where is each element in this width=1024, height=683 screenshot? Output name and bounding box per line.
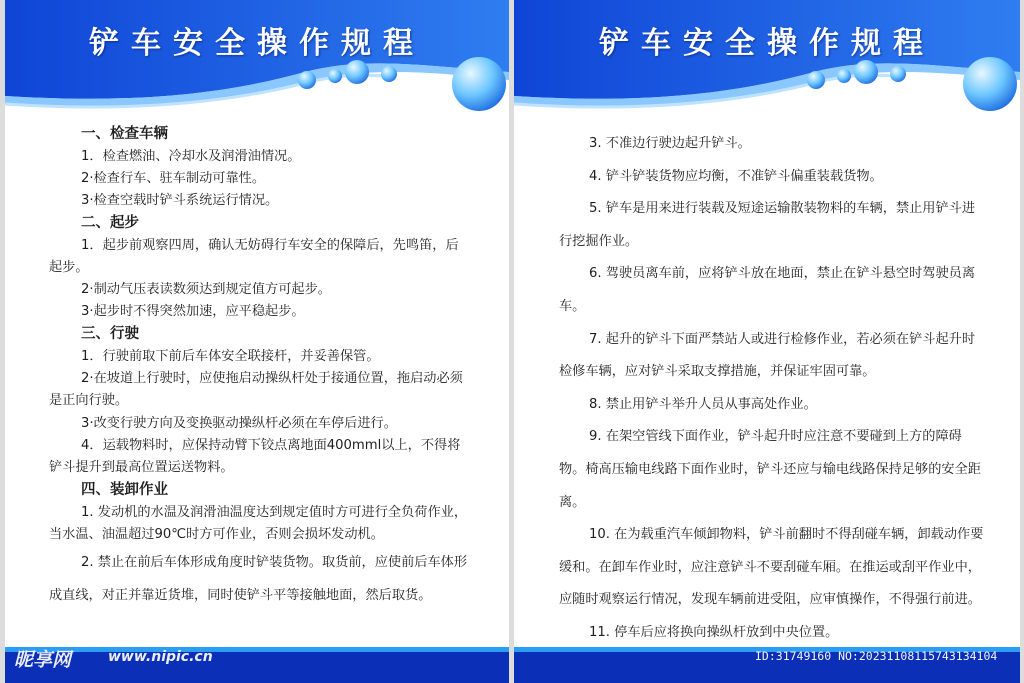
list-item: 3·起步时不得突然加速，应平稳起步。 [81, 304, 305, 320]
footer-stripe [5, 647, 509, 652]
watermark-logo: 昵享网 [14, 649, 72, 671]
list-item: 4．运载物料时，应保持动臂下铰点离地面400mml以上，不得将铲斗提升到最高位置运送物料。 [49, 437, 461, 475]
list-item: 2. 禁止在前后车体形成角度时铲装货物。取货前，应使前后车体形成直线，对正并靠近货堆，同时使铲斗平等接触地面，然后取货。 [49, 555, 468, 604]
list-item: 1．起步前观察四周，确认无妨碍行车安全的保障后，先鸣笛，后起步。 [49, 237, 459, 275]
left-panel [5, 0, 509, 683]
procedure-text [559, 128, 984, 650]
list-item: 10. 在为载重汽车倾卸物料，铲斗前翻时不得刮碰车辆，卸载动作要缓和。在卸车作业时，应注意铲斗不要刮碰车厢。在推运或刮平作业中，应随时观察运行情况，发现车辆前进受阻，应审慎操作，不得强行前进。 [559, 527, 984, 608]
list-item: 3·检查空载时铲斗系统运行情况。 [81, 192, 279, 208]
procedure-text [49, 123, 469, 612]
list-item: 2·检查行车、驻车制动可靠性。 [81, 170, 266, 186]
list-item: 8. 禁止用铲斗举升人员从事高处作业。 [589, 396, 817, 412]
list-item: 1．检查燃油、冷却水及润滑油情况。 [81, 148, 301, 164]
list-item: 1．行驶前取下前后车体安全联接杆，并妥善保管。 [81, 348, 380, 364]
section-heading: 三、行驶 [81, 326, 139, 343]
section-heading: 四、装卸作业 [81, 482, 168, 499]
watermark-id: ID:31749160 NO:20231108115743134104 [755, 649, 998, 663]
list-item: 9. 在架空管线下面作业，铲斗起升时应注意不要碰到上方的障碍物。椅高压输电线路下面作业时，铲斗还应与输电线路保持足够的安全距离。 [559, 429, 981, 510]
list-item: 2·在坡道上行驶时，应使拖启动操纵杆处于接通位置，拖启动必须是正向行驶。 [49, 371, 463, 409]
watermark-url: www.nipic.cn [108, 649, 213, 665]
header-banner [5, 0, 509, 125]
header-banner [514, 0, 1020, 125]
footer-bar [5, 647, 509, 683]
right-panel [514, 0, 1020, 683]
list-item: 5. 铲车是用来进行装载及短途运输散装物料的车辆，禁止用铲斗进行挖掘作业。 [559, 201, 976, 249]
list-item: 11. 停车后应将换向操纵杆放到中央位置。 [589, 624, 839, 640]
list-item: 3. 不准边行驶边起升铲斗。 [589, 136, 751, 151]
page-title: 铲车安全操作规程 [89, 26, 425, 61]
list-item: 4. 铲斗铲装货物应均衡，不准铲斗偏重装载货物。 [589, 168, 883, 184]
section-heading: 二、起步 [81, 215, 139, 232]
list-item: 7. 起升的铲斗下面严禁站人或进行检修作业，若必须在铲斗起升时检修车辆，应对铲斗采取支撑措施，并保证牢固可靠。 [559, 331, 976, 380]
list-item: 2·制动气压表读数须达到规定值方可起步。 [81, 282, 331, 298]
page-title: 铲车安全操作规程 [599, 26, 935, 61]
list-item: 1. 发动机的水温及润滑油温度达到规定值时方可进行全负荷作业，当水温、油温超过90℃时方可作业，否则会损坏发动机。 [49, 504, 468, 542]
list-item: 6. 驾驶员离车前，应将铲斗放在地面，禁止在铲斗悬空时驾驶员离车。 [559, 266, 976, 314]
section-heading: 一、检查车辆 [81, 126, 168, 142]
list-item: 3·改变行驶方向及变换驱动操纵杆必须在车停后进行。 [81, 415, 397, 431]
